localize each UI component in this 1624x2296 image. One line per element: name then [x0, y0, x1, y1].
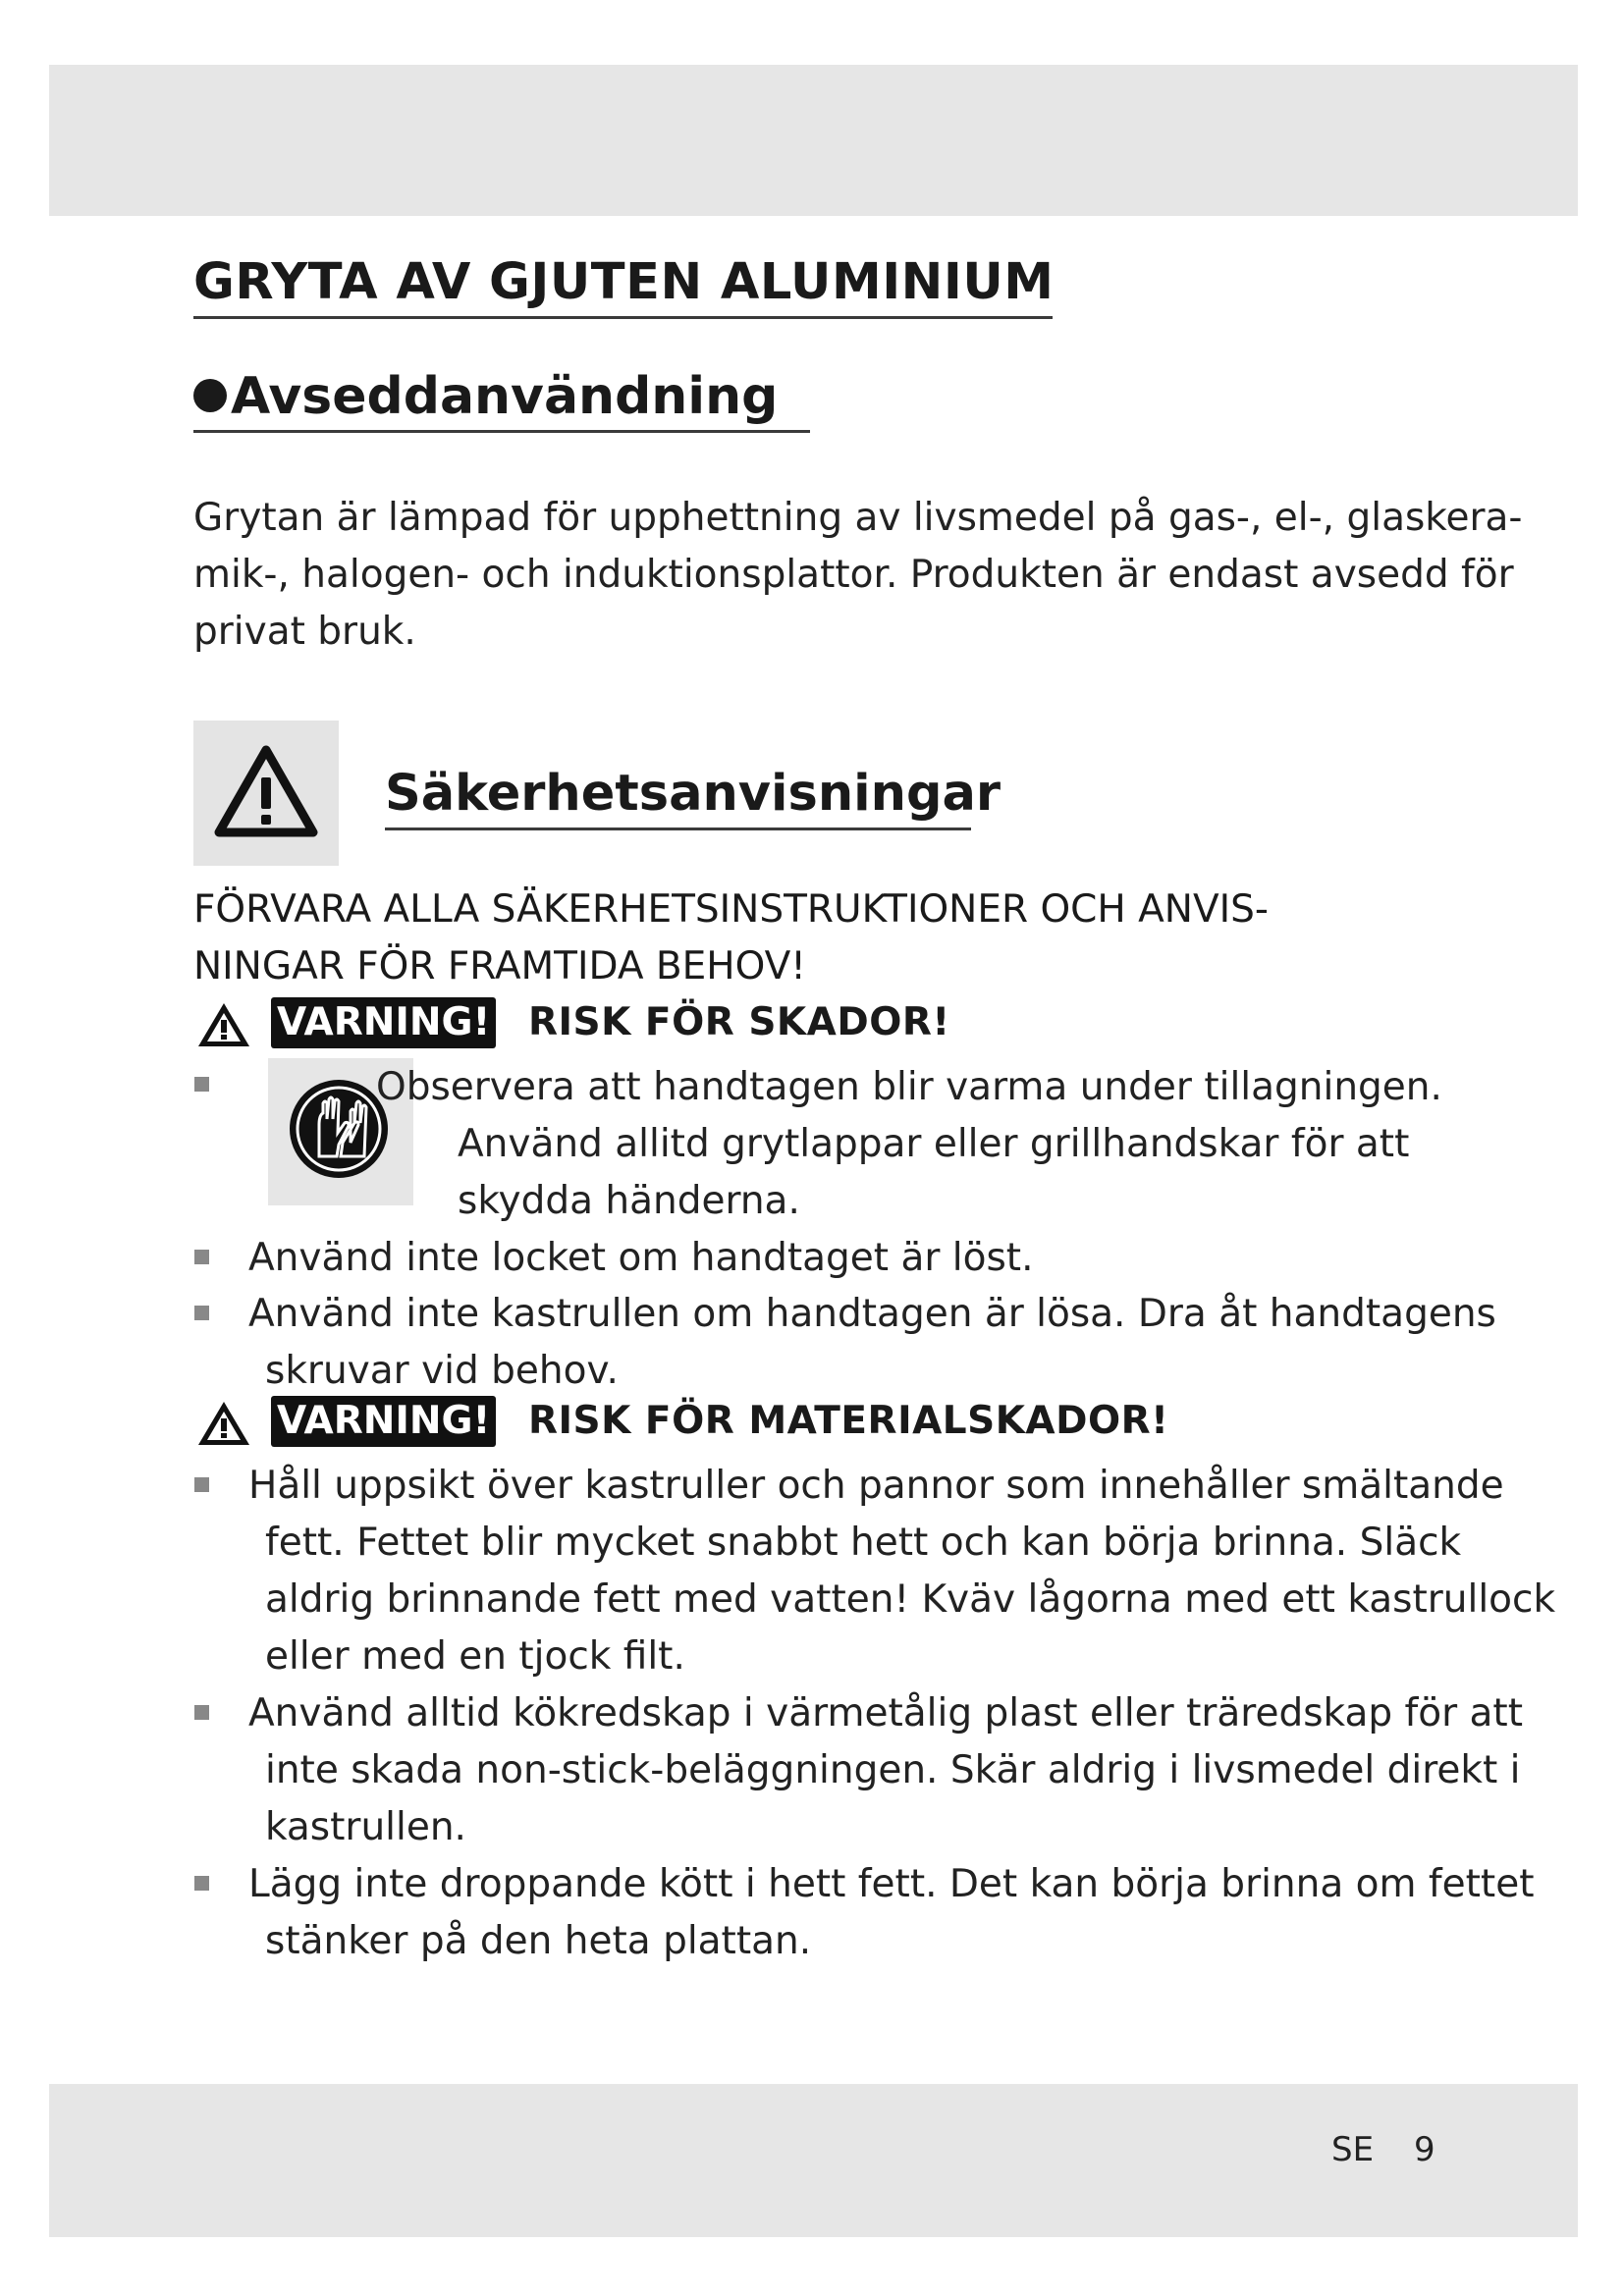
header-band [49, 65, 1578, 216]
bullet-square [194, 1077, 209, 1092]
list-item-line: inte skada non-stick-beläggningen. Skär aldrig i livsmedel direkt i [265, 1748, 1521, 1792]
safety-heading: Säkerhetsanvisningar [385, 765, 1001, 823]
paragraph-line: Grytan är lämpad för upphettning av livsmedel på gas-, el-, glaskera- [193, 496, 1523, 540]
glove-instruction-line: skydda händerna. [458, 1179, 800, 1223]
list-item-line: kastrullen. [265, 1805, 466, 1849]
paragraph-line: mik-, halogen- och induktionsplattor. Produkten är endast avsedd för [193, 553, 1514, 597]
bullet-dot-icon [193, 379, 227, 412]
list-item-line: Håll uppsikt över kastruller och pannor som innehåller smältande [248, 1464, 1504, 1508]
bullet-square [194, 1876, 209, 1891]
glove-instruction-line: Observera att handtagen blir varma under tillagningen. [376, 1065, 1442, 1109]
bullet-square [194, 1705, 209, 1720]
list-item-line: fett. Fettet blir mycket snabbt hett och kan börja brinna. Släck [265, 1521, 1462, 1565]
list-item-line: Använd inte kastrullen om handtagen är lösa. Dra åt handtagens [248, 1292, 1496, 1336]
warning-triangle-icon [213, 742, 319, 840]
intended-use-heading-text: Avseddanvändning [231, 367, 779, 426]
keep-instructions [193, 881, 1269, 995]
list-item-line: eller med en tjock filt. [265, 1634, 685, 1679]
warning-triangle-small-icon [196, 1400, 251, 1447]
paragraph-line: privat bruk. [193, 610, 416, 654]
glove-instruction-line: Använd allitd grytlappar eller grillhandskar för att [458, 1122, 1410, 1166]
safety-underline [385, 828, 971, 830]
list-item-line: aldrig brinnande fett med vatten! Kväv lågorna med ett kastrullock [265, 1577, 1556, 1622]
bullet-square [194, 1306, 209, 1320]
document-title: GRYTA AV GJUTEN ALUMINIUM [193, 253, 1055, 311]
bullet-square [194, 1477, 209, 1492]
bullet-square [194, 1250, 209, 1264]
list-item-line: Lägg inte droppande kött i hett fett. Det kan börja brinna om fettet [248, 1862, 1535, 1906]
warning-triangle-small-icon [196, 1001, 251, 1048]
title-underline [193, 316, 1053, 319]
warning-label: VARNING! [271, 997, 496, 1048]
warning-symbol-box [193, 721, 339, 866]
intended-use-underline [193, 430, 810, 433]
list-item-line: skruvar vid behov. [265, 1349, 619, 1393]
page-number: 9 [1414, 2130, 1435, 2169]
risk-label: RISK FÖR SKADOR! [528, 1000, 950, 1044]
list-item-line: Använd alltid kökredskap i värmetålig plast eller träredskap för att [248, 1691, 1524, 1735]
keep-instructions-line: NINGAR FÖR FRAMTIDA BEHOV! [193, 944, 806, 988]
footer-language: SE [1331, 2130, 1375, 2169]
warning-label: VARNING! [271, 1396, 496, 1447]
keep-instructions-line: FÖRVARA ALLA SÄKERHETSINSTRUKTIONER OCH ANVIS- [193, 887, 1269, 932]
list-item-line: Använd inte locket om handtaget är löst. [248, 1236, 1034, 1280]
intended-use-heading [193, 364, 778, 429]
list-item-line: stänker på den heta plattan. [265, 1919, 812, 1963]
risk-label: RISK FÖR MATERIALSKADOR! [528, 1399, 1169, 1443]
intended-use-paragraph [193, 490, 1523, 661]
